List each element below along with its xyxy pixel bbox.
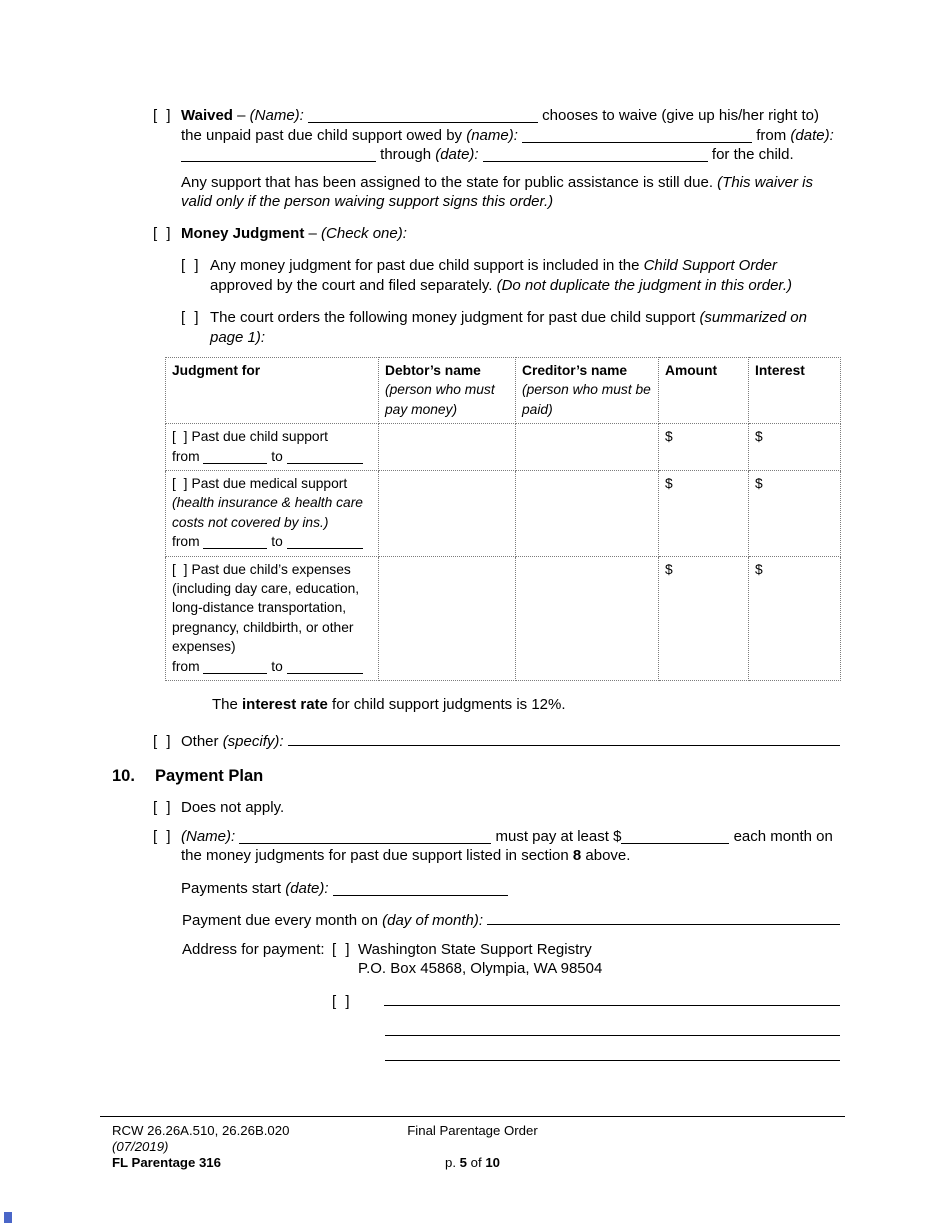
day-of-month-prompt: (day of month): xyxy=(382,912,484,930)
debtor-name-cell[interactable] xyxy=(379,424,516,471)
creditor-name-cell[interactable] xyxy=(516,556,659,680)
payer-name-prompt: (Name): xyxy=(181,827,236,845)
registry-line1: Washington State Support Registry xyxy=(358,940,592,958)
from-word: from xyxy=(172,448,204,464)
address-options xyxy=(332,940,840,1012)
page-prefix: p. xyxy=(444,1155,460,1170)
col-amount xyxy=(659,358,749,424)
screen-artifact xyxy=(4,1212,12,1223)
from-date-blank[interactable] xyxy=(203,660,267,674)
waiver-note-text: Any support that has been assigned to the state for public assistance is still due. xyxy=(181,173,718,191)
money-judgment-option-orders xyxy=(181,308,840,347)
col-title: Debtor’s name xyxy=(385,363,481,378)
registry-checkbox[interactable]: [ ] xyxy=(332,940,350,958)
row-label: Past due child support xyxy=(191,429,329,445)
other-specify-prompt: (specify): xyxy=(222,732,284,750)
must-pay-text: must pay at least $ xyxy=(491,827,622,845)
section-number: 10. xyxy=(112,767,135,786)
registry-address xyxy=(358,940,602,979)
amount-cell[interactable] xyxy=(659,424,749,471)
option-included-text: Any money judgment for past due child support is included in the xyxy=(210,257,644,274)
to-date-blank[interactable] xyxy=(287,450,363,464)
interest-cell[interactable] xyxy=(749,556,841,680)
row-checkbox[interactable]: [ ] xyxy=(172,429,188,445)
payment-plan-item xyxy=(153,827,840,866)
address-for-payment-label: Address for payment: xyxy=(182,940,325,958)
other-address-blank-1[interactable] xyxy=(384,988,840,1006)
footer-doc-title: Final Parentage Order xyxy=(407,1123,538,1138)
page-footer xyxy=(100,1116,845,1171)
section-title: Payment Plan xyxy=(155,767,264,786)
waived-from-date-prompt: (date): xyxy=(790,126,834,144)
table-row-child-support xyxy=(166,424,841,471)
waived-through-word: through xyxy=(376,146,436,163)
footer-rcw: RCW 26.26A.510, 26.26B.020 xyxy=(112,1123,290,1138)
to-word: to xyxy=(267,448,287,464)
waived-owed-by-prompt: (name): xyxy=(466,126,518,144)
address-option-other xyxy=(332,988,840,1012)
row-label: Past due medical support xyxy=(191,476,348,492)
judgment-for-cell xyxy=(166,471,379,557)
row-label: Past due child’s expenses (including day care, education, long-distance transportation, pregnancy, childbirth, or other expenses) xyxy=(172,561,360,655)
judgment-table-header-row xyxy=(166,358,841,424)
payments-start-date-prompt: (date): xyxy=(285,879,329,897)
other-address-checkbox[interactable]: [ ] xyxy=(332,992,350,1010)
judgment-for-cell xyxy=(166,556,379,680)
creditor-name-cell[interactable] xyxy=(516,471,659,557)
does-not-apply-label: Does not apply. xyxy=(181,799,285,817)
payment-due-label: Payment due every month on xyxy=(182,912,383,930)
footer-page-indicator xyxy=(100,1155,845,1171)
waived-from-word: from xyxy=(752,126,791,144)
col-subtitle: (person who must pay money) xyxy=(385,382,495,417)
other-specify-blank[interactable] xyxy=(288,728,840,746)
money-judgment-label: Money Judgment xyxy=(181,224,305,242)
registry-line2: P.O. Box 45868, Olympia, WA 98504 xyxy=(358,960,603,978)
interest-cell[interactable] xyxy=(749,471,841,557)
footer-form-number: FL Parentage 316 xyxy=(112,1155,221,1170)
child-support-order-ref: Child Support Order xyxy=(643,257,777,274)
waived-item xyxy=(153,106,840,165)
col-debtor-name xyxy=(379,358,516,424)
footer-row-1 xyxy=(112,1123,845,1139)
page-total: 10 xyxy=(485,1155,500,1170)
dollar-sign: $ xyxy=(755,429,763,445)
col-subtitle: (person who must be paid) xyxy=(522,382,651,417)
money-judgment-option-included xyxy=(181,256,840,295)
payer-name-blank[interactable] xyxy=(239,829,491,844)
judgment-for-cell xyxy=(166,424,379,471)
other-label-wrap xyxy=(181,732,288,752)
interest-note-c: for child support judgments is 12%. xyxy=(327,696,566,714)
amount-cell[interactable] xyxy=(659,556,749,680)
payment-due-label-wrap xyxy=(182,911,487,931)
dash-separator: – xyxy=(232,107,250,124)
option-orders-checkbox[interactable]: [ ] xyxy=(181,309,199,326)
other-address-blank-3[interactable] xyxy=(385,1060,840,1061)
waived-through-date-prompt: (date): xyxy=(435,146,479,163)
amount-blank[interactable] xyxy=(621,829,729,844)
waiver-note xyxy=(181,173,840,212)
footer-revision: (07/2019) xyxy=(112,1139,169,1154)
payments-start-date-blank[interactable] xyxy=(333,881,508,896)
does-not-apply-item xyxy=(153,798,840,818)
interest-rate-note xyxy=(212,695,840,715)
waived-checkbox[interactable]: [ ] xyxy=(153,107,171,124)
col-title: Judgment for xyxy=(172,363,261,378)
interest-note-a: The xyxy=(212,696,243,714)
section-8-ref: 8 xyxy=(572,847,582,865)
waived-owed-by-blank[interactable] xyxy=(522,128,752,143)
other-label: Other xyxy=(181,732,223,750)
option-orders-note: (summarized on page 1): xyxy=(210,309,807,346)
dollar-sign: $ xyxy=(665,476,673,492)
waived-tail: for the child. xyxy=(707,146,794,163)
dollar-sign: $ xyxy=(665,561,673,577)
section-10-heading xyxy=(112,766,840,786)
option-orders-text: The court orders the following money judgment for past due child support xyxy=(210,309,700,326)
col-interest xyxy=(749,358,841,424)
payments-start-label: Payments start xyxy=(181,879,286,897)
footer-row-3 xyxy=(112,1155,845,1171)
amount-cell[interactable] xyxy=(659,471,749,557)
waived-from-date-blank[interactable] xyxy=(181,147,376,162)
above-text: above. xyxy=(581,847,631,865)
each-month-text: each month on the money judgments for past due support listed in section xyxy=(181,827,833,865)
waived-name-blank[interactable] xyxy=(308,108,538,123)
debtor-name-cell[interactable] xyxy=(379,471,516,557)
col-title: Amount xyxy=(665,363,718,378)
debtor-name-cell[interactable] xyxy=(379,556,516,680)
option-included-checkbox[interactable]: [ ] xyxy=(181,257,199,274)
to-word: to xyxy=(267,658,287,674)
page-of: of xyxy=(467,1155,486,1170)
col-title: Creditor’s name xyxy=(522,363,628,378)
payment-due-line xyxy=(182,907,840,931)
other-address-blank-2[interactable] xyxy=(385,1035,840,1036)
dash-separator: – xyxy=(304,224,322,242)
waived-name-prompt: (Name): xyxy=(249,107,304,124)
col-creditor-name xyxy=(516,358,659,424)
option-included-text2: approved by the court and filed separately. xyxy=(210,276,497,294)
other-checkbox[interactable]: [ ] xyxy=(153,732,171,750)
address-for-payment-block xyxy=(182,940,840,1012)
dollar-sign: $ xyxy=(665,429,673,445)
to-date-blank[interactable] xyxy=(287,535,363,549)
option-included-note: (Do not duplicate the judgment in this order.) xyxy=(496,276,793,294)
table-row-child-expenses xyxy=(166,556,841,680)
creditor-name-cell[interactable] xyxy=(516,424,659,471)
row-checkbox[interactable]: [ ] xyxy=(172,476,188,492)
page-current: 5 xyxy=(459,1155,467,1170)
waived-text: chooses to waive (give up his/her right to) the unpaid past due child support owed by xyxy=(181,107,819,144)
table-row-medical-support xyxy=(166,471,841,557)
money-judgment-checkbox[interactable]: [ ] xyxy=(153,224,171,242)
interest-cell[interactable] xyxy=(749,424,841,471)
dollar-sign: $ xyxy=(755,476,763,492)
judgment-table xyxy=(165,357,841,681)
does-not-apply-checkbox[interactable]: [ ] xyxy=(153,799,171,817)
col-judgment-for xyxy=(166,358,379,424)
money-judgment-item xyxy=(153,224,840,244)
to-word: to xyxy=(267,534,287,550)
payment-plan-checkbox[interactable]: [ ] xyxy=(153,827,171,845)
from-word: from xyxy=(172,658,204,674)
check-one-prompt: (Check one): xyxy=(321,224,407,242)
waiver-note-italic: (This waiver is valid only if the person waiving support signs this order.) xyxy=(181,173,814,210)
from-word: from xyxy=(172,534,204,550)
interest-rate-label: interest rate xyxy=(242,696,328,714)
payment-due-day-blank[interactable] xyxy=(487,907,840,925)
other-item xyxy=(153,728,840,752)
from-date-blank[interactable] xyxy=(203,535,267,549)
to-date-blank[interactable] xyxy=(287,660,363,674)
dollar-sign: $ xyxy=(755,561,763,577)
row-label-note: (health insurance & health care costs not covered by ins.) xyxy=(172,495,363,530)
col-title: Interest xyxy=(755,363,805,378)
payments-start-line xyxy=(181,879,840,899)
address-option-registry xyxy=(332,940,840,979)
row-checkbox[interactable]: [ ] xyxy=(172,561,188,577)
from-date-blank[interactable] xyxy=(203,450,267,464)
waived-through-date-blank[interactable] xyxy=(483,147,708,162)
waived-label: Waived xyxy=(181,107,233,124)
